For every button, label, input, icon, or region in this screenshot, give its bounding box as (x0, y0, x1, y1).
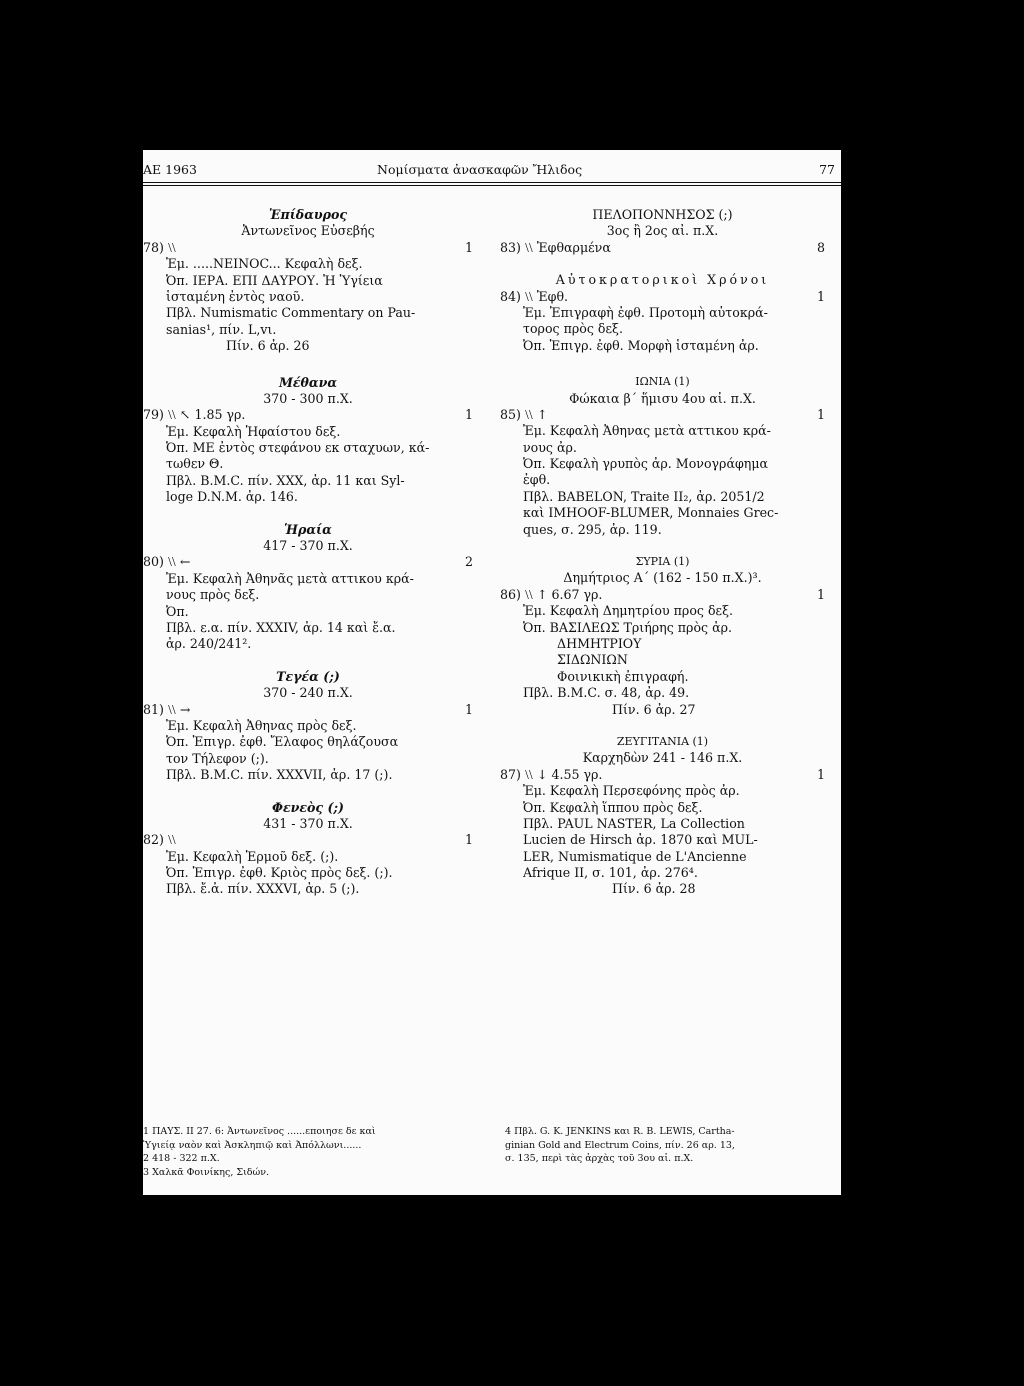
plate-ref: Πίν. 6 ἀρ. 26 (226, 338, 310, 354)
entry-line: ἱσταμένη ἐντὸς ναοῦ. (166, 288, 305, 304)
header-rule-bottom (143, 185, 841, 186)
section-title: ΙΩΝΙΑ (1) (635, 375, 690, 389)
section-subtitle: 417 - 370 π.Χ. (263, 538, 353, 554)
entry-line: Ὀπ. Κεφαλὴ ἵππου πρὸς δεξ. (523, 799, 703, 815)
footnote: ginian Gold and Electrum Coins, πίν. 26 αρ. 13, (505, 1139, 735, 1151)
entry-line: Afrique II, σ. 101, ἀρ. 276⁴. (523, 865, 698, 881)
entry-line: Ὀπ. ΙΕΡΑ. ΕΠΙ ΔΑΥΡΟΥ. Ἡ Ὑγίεια (166, 272, 383, 288)
entry-line: Ὀπ. ΒΑΣΙΛΕΩΣ Τριήρης πρὸς ἀρ. (523, 619, 732, 635)
entry-head: 86) ⧵⧵ ↑ 6.67 γρ. 1 (500, 586, 825, 602)
footnotes-left (143, 1125, 376, 1179)
entry-line: Ὀπ. Ἐπιγρ. ἐφθ. Ἔλαφος θηλάζουσα (166, 734, 399, 750)
footnotes-right (505, 1125, 735, 1166)
entry-line: τον Τήλεφον (;). (166, 750, 269, 766)
entry-line: Πβλ. PAUL NASTER, La Collection (523, 815, 745, 831)
right-column (500, 207, 825, 898)
entry-line: Ἐμ. .....NEINOC... Κεφαλὴ δεξ. (166, 256, 363, 272)
entry-line: ἀρ. 240/241². (166, 636, 252, 652)
entry-line: Ὀπ. Ἐπιγρ. ἐφθ. Μορφὴ ἱσταμένη ἀρ. (523, 337, 759, 353)
entry-line: ΔΗΜΗΤΡΙΟΥ (557, 635, 642, 651)
entry-line: Πβλ. ἔ.ἀ. πίν. XXXVI, ἀρ. 5 (;). (166, 881, 360, 897)
entry-line: Ἐμ. Κεφαλὴ Δημητρίου προς δεξ. (523, 603, 734, 619)
entry-line: Ἐμ. Κεφαλὴ Ἀθηνᾶς μετὰ αττικου κρά- (166, 570, 414, 586)
section-subtitle: 370 - 240 π.Χ. (263, 685, 353, 701)
entry-head: 83) ⧵⧵ Ἐφθαρμένα 8 (500, 239, 825, 255)
entry-line: νους πρὸς δεξ. (166, 587, 260, 603)
entry-line: ἐφθ. (523, 472, 551, 488)
footnote: 3 Χαλκᾶ Φοινίκης, Σιδών. (143, 1166, 270, 1178)
section-title: ΣΥΡΙΑ (1) (635, 555, 690, 569)
header-left: ΑΕ 1963 (143, 162, 197, 177)
header-rule-top (143, 182, 841, 183)
entry-line: Πβλ. Numismatic Commentary on Pau- (166, 305, 416, 321)
footnote: Ὑγιείᾳ ναὸν καὶ Ἀσκληπιῷ καὶ Ἀπόλλωνι...... (143, 1139, 362, 1151)
entry-line: Ὀπ. Κεφαλὴ γρυπὸς ἀρ. Μονογράφημα (523, 456, 769, 472)
entry-head: 79) ⧵⧵ ↖ 1.85 γρ. 1 (143, 407, 473, 423)
entry-line: Ἐμ. Κεφαλὴ Ἀθηνας μετὰ αττικου κρά- (523, 423, 771, 439)
plate-ref: Πίν. 6 ἀρ. 28 (612, 881, 696, 897)
entry-head: 81) ⧵⧵ → 1 (143, 701, 473, 717)
section-subtitle: Δημήτριος Α΄ (162 - 150 π.Χ.)³. (563, 570, 762, 586)
entry-head: 85) ⧵⧵ ↑ 1 (500, 406, 825, 422)
entry-line: Πβλ. ε.α. πίν. XXXIV, ἀρ. 14 καὶ ἔ.α. (166, 619, 396, 635)
footnote: 1 ΠΑΥΣ. II 27. 6: Ἀντωνεῖνος ......εποιησε δε καὶ (143, 1126, 376, 1137)
footnote: σ. 135, περὶ τὰς ἀρχὰς τοῦ 3ου αἰ. π.Χ. (505, 1153, 694, 1164)
entry-line: Πβλ. Β.Μ.C. σ. 48, ἀρ. 49. (523, 685, 690, 701)
section-subtitle: Ἀντωνεῖνος Εὐσεβής (241, 223, 375, 239)
section-title: Ἐπίδαυρος (268, 207, 348, 222)
section-title: ΖΕΥΓΙΤΑΝΙΑ (1) (616, 734, 709, 748)
entry-line: Πβλ. BABELON, Traite II₂, ἀρ. 2051/2 (523, 488, 765, 504)
entry-line: Ἐμ. Κεφαλὴ Ἡφαίστου δεξ. (166, 423, 341, 439)
entry-line: sanias¹, πίν. L,vι. (166, 321, 277, 337)
entry-head: 84) ⧵⧵ Ἐφθ. 1 (500, 288, 825, 304)
section-subtitle: 431 - 370 π.Χ. (263, 815, 353, 831)
entry-line: Ὀπ. (166, 603, 189, 619)
entry-line: τορος πρὸς δεξ. (523, 321, 623, 337)
section-title: Τεγέα (;) (276, 668, 340, 684)
section-title: ΠΕΛΟΠΟΝΝΗΣΟΣ (;) (592, 207, 733, 222)
page-number: 77 (819, 162, 835, 177)
running-header (143, 162, 841, 182)
section-title: Αὐτοκρατορικοὶ Χρόνοι (555, 272, 770, 288)
entry-line: ΣΙΔΩΝΙΩΝ (557, 652, 628, 668)
entry-line: Ἐμ. Κεφαλὴ Ἑρμοῦ δεξ. (;). (166, 848, 339, 864)
section-subtitle: Φώκαια β΄ ἥμισυ 4ου αἰ. π.Χ. (569, 390, 756, 406)
entry-line: ques, σ. 295, ἀρ. 119. (523, 521, 662, 537)
entry-head: 78) ⧵⧵ 1 (143, 239, 473, 255)
section-subtitle: 370 - 300 π.Χ. (263, 390, 353, 406)
entry-line: Ὀπ. ΜΕ ἐντὸς στεφάνου εκ σταχυων, κά- (166, 440, 430, 456)
entry-line: Πβλ. Β.Μ.C. πίν. XXX, ἀρ. 11 και Syl- (166, 472, 405, 488)
left-column (143, 207, 473, 898)
entry-line: νους ἀρ. (523, 439, 577, 455)
page (143, 150, 841, 1195)
entry-line: Ἐμ. Κεφαλὴ Περσεφόνης πρὸς ἀρ. (523, 783, 740, 799)
section-subtitle: 3ος ἢ 2ος αἰ. π.Χ. (606, 223, 719, 239)
entry-head: 80) ⧵⧵ ← 2 (143, 554, 473, 570)
entry-head: 82) ⧵⧵ 1 (143, 832, 473, 848)
entry-line: τωθεν Θ. (166, 456, 224, 472)
entry-line: Πβλ. Β.Μ.C. πίν. XXXVII, ἀρ. 17 (;). (166, 767, 393, 783)
entry-line: loge D.N.M. ἀρ. 146. (166, 489, 298, 505)
footnote: 4 Πβλ. G. K. JENKINS και R. B. LEWIS, Cartha- (505, 1126, 735, 1137)
plate-ref: Πίν. 6 ἀρ. 27 (612, 701, 696, 717)
header-center: Νομίσματα ἀνασκαφῶν Ἤλιδος (377, 162, 583, 177)
footnote: 2 418 - 322 π.Χ. (143, 1153, 220, 1164)
entry-line: LER, Numismatique de L'Ancienne (523, 848, 747, 864)
entry-line: Lucien de Hirsch ἀρ. 1870 καὶ MUL- (523, 832, 758, 848)
entry-head: 87) ⧵⧵ ↓ 4.55 γρ. 1 (500, 766, 825, 782)
entry-line: Ὀπ. Ἐπιγρ. ἐφθ. Κριὸς πρὸς δεξ. (;). (166, 865, 393, 881)
section-subtitle: Καρχηδὼν 241 - 146 π.Χ. (582, 750, 743, 766)
entry-line: καὶ IMHOOF-BLUMER, Monnaies Grec- (523, 505, 779, 521)
entry-line: Ἐμ. Κεφαλὴ Ἀθηνας πρὸς δεξ. (166, 717, 357, 733)
entry-line: Ἐμ. Ἐπιγραφὴ ἐφθ. Προτομὴ αὐτοκρά- (523, 304, 768, 320)
entry-line: Φοινικικὴ ἐπιγραφή. (557, 668, 689, 684)
section-title: Φενεὸς (;) (271, 799, 345, 815)
section-title: Μέθανα (278, 374, 338, 390)
section-title: Ἡραία (284, 521, 332, 537)
